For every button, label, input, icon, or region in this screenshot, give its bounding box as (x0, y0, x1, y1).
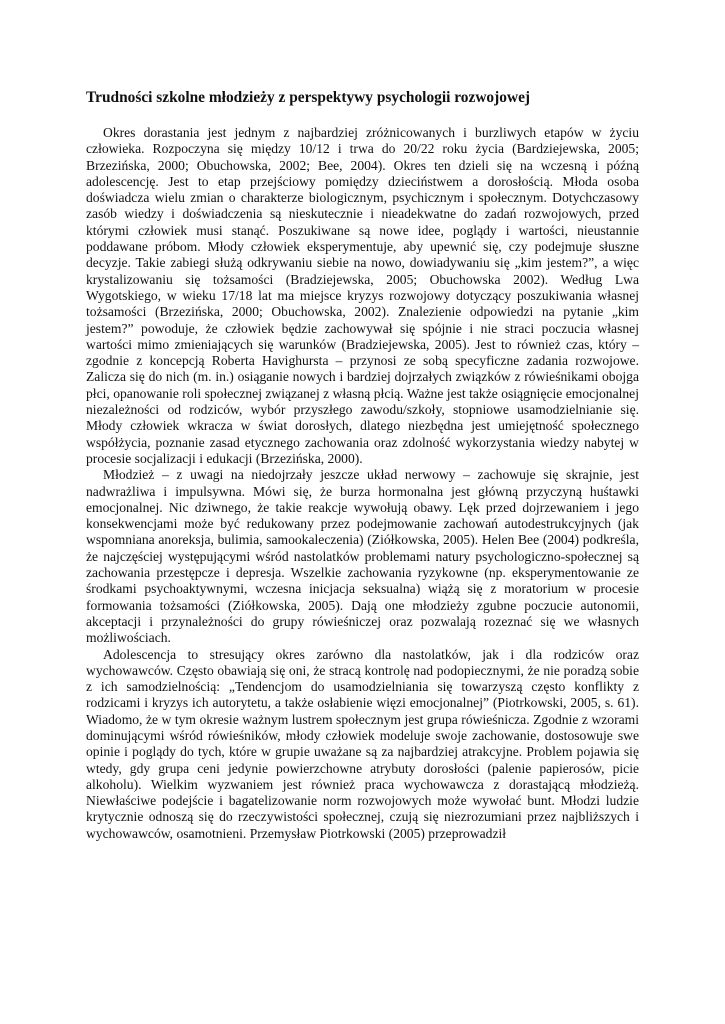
document-title: Trudności szkolne młodzieży z perspektywy psychologii rozwojowej (86, 89, 531, 106)
paragraph-3: Adolescencja to stresujący okres zarówno dla nastolatków, jak i dla rodziców oraz wychowawców. Często obawiają się oni, że stracą kontrolę nad podopiecznymi, że nie poradzą sobie z ich samodzielnością: „Tendencjom do usamodzielniania się towarzyszą często konflikty z rodzicami i kryzys ich autorytetu, a także osłabienie więzi emocjonalnej” (Piotrkowski, 2005, s. 61). Wiadomo, że w tym okresie ważnym lustrem społecznym jest grupa rówieśnicza. Zgodnie z wzorami dominującymi wśród rówieśników, młody człowiek modeluje swoje zachowanie, dostosowuje swe opinie i poglądy do tych, które w grupie uważane są za najbardziej atrakcyjne. Problem pojawia się wtedy, gdy grupa ceni jedynie powierzchowne atrybuty dorosłości (palenie papierosów, picie alkoholu). Wielkim wyzwaniem jest również praca wychowawcza z dorastającą młodzieżą. Niewłaściwe podejście i bagatelizowanie norm rozwojowych może wywołać bunt. Młodzi ludzie krytycznie odnoszą się do rzeczywistości społecznej, czują się niezrozumiani przez najbliższych i wychowawców, osamotnieni. Przemysław Piotrkowski (2005) przeprowadził (86, 646, 639, 841)
paragraph-2: Młodzież – z uwagi na niedojrzały jeszcze układ nerwowy – zachowuje się skrajnie, jest nadwrażliwa i impulsywna. Mówi się, że burza hormonalna jest główną przyczyną huśtawki emocjonalnej. Nic dziwnego, że takie reakcje wywołują obawy. Lęk przed dojrzewaniem i jego konsekwencjami może być redukowany przez podejmowanie zachowań autodestrukcyjnych (jak wspomniana anoreksja, bulimia, samookaleczenia) (Ziółkowska, 2005). Helen Bee (2004) podkreśla, że najczęściej występującymi wśród nastolatków problemami natury psychologiczno-społecznej są zachowania przestępcze i depresja. Wszelkie zachowania ryzykowne (np. eksperymentowanie ze środkami psychoaktywnymi, wczesna inicjacja seksualna) wiążą się z moratorium w procesie formowania tożsamości (Ziółkowska, 2005). Dają one młodzieży zgubne poczucie autonomii, akceptacji i przynależności do grupy rówieśniczej oraz pozwalają rozeznać się we własnych możliwościach. (86, 467, 639, 646)
paragraph-1: Okres dorastania jest jednym z najbardziej zróżnicowanych i burzliwych etapów w życiu człowieka. Rozpoczyna się między 10/12 i trwa do 20/22 roku życia (Bardziejewska, 2005; Brzezińska, 2000; Obuchowska, 2002; Bee, 2004). Okres ten dzieli się na wczesną i późną adolescencję. Jest to etap przejściowy pomiędzy dzieciństwem a dorosłością. Młoda osoba doświadcza wielu zmian o charakterze biologicznym, psychicznym i społecznym. Dotychczasowy zasób wiedzy i doświadczenia są nieskutecznie i nieadekwatne do zadań rozwojowych, przed którymi człowiek musi stanąć. Poszukiwane są nowe idee, poglądy i wartości, nieustannie poddawane próbom. Młody człowiek eksperymentuje, aby upewnić się, czy podejmuje słuszne decyzje. Takie zabiegi służą odkrywaniu siebie na nowo, dowiadywaniu się „kim jestem?”, a więc krystalizowaniu się tożsamości (Bradziejewska, 2005; Obuchowska 2002). Według Lwa Wygotskiego, w wieku 17/18 lat ma miejsce kryzys rozwojowy dotyczący poszukiwania własnej tożsamości (Brzezińska, 2000; Obuchowska, 2002). Znalezienie odpowiedzi na pytanie „kim jestem?” powoduje, że człowiek będzie zachowywał się spójnie i nie straci poczucia własnej wartości mimo zmieniających się warunków (Bradziejewska, 2005). Jest to również czas, który – zgodnie z koncepcją Roberta Havighursta – przynosi ze sobą specyficzne zadania rozwojowe. Zalicza się do nich (m. in.) osiąganie nowych i bardziej dojrzałych związków z rówieśnikami obojga płci, opanowanie roli społecznej związanej z własną płcią. Ważne jest także osiągnięcie emocjonalnej niezależności od rodziców, wybór przyszłego zawodu/szkoły, stopniowe usamodzielnianie się. Młody człowiek wkracza w świat dorosłych, dlatego niezbędna jest umiejętność społecznego współżycia, poznanie zasad etycznego zachowania oraz zdolność wykorzystania wiedzy nabytej w procesie socjalizacji i edukacji (Brzezińska, 2000). (86, 125, 639, 466)
document-body (86, 88, 639, 842)
